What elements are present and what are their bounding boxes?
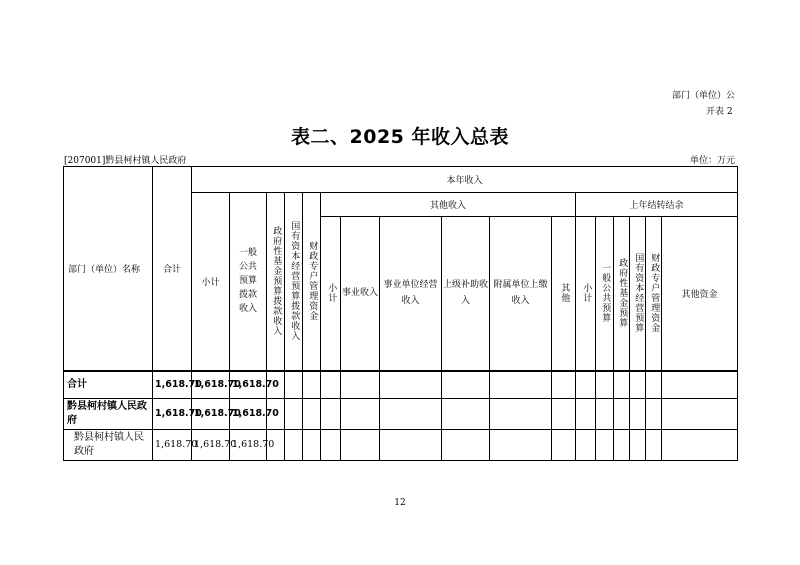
unit-code: [207001]黔县柯村镇人民政府 bbox=[64, 156, 187, 166]
page-number: 12 bbox=[394, 498, 406, 508]
col-superior-subsidy bbox=[442, 217, 490, 371]
col-carry-state-capital bbox=[630, 217, 646, 371]
revenue-table bbox=[63, 166, 738, 461]
col-other-subtotal-label: 小计 bbox=[326, 283, 337, 304]
col-general-budget bbox=[230, 193, 267, 371]
col-carry-subtotal bbox=[576, 217, 596, 371]
page-title: 表二、2025 年收入总表 bbox=[291, 126, 509, 148]
category-label: 部门（单位）公 bbox=[672, 91, 736, 101]
col-carryover: 上年结转结余 bbox=[576, 193, 738, 217]
col-fiscal-special-label: 财政专户管理资金 bbox=[307, 241, 318, 322]
col-other bbox=[552, 217, 576, 371]
col-carry-gov-fund bbox=[614, 217, 630, 371]
col-business-operating-label: 事业单位经营收入 bbox=[383, 280, 438, 307]
col-carry-general bbox=[596, 217, 614, 371]
table-number: 开表 2 bbox=[706, 107, 733, 117]
col-subtotal: 小计 bbox=[192, 193, 230, 371]
col-fiscal-special bbox=[303, 193, 321, 371]
col-other-income: 其他收入 bbox=[321, 193, 576, 217]
col-carry-subtotal-label: 小计 bbox=[581, 283, 592, 304]
row-general: 1,618.70 bbox=[230, 399, 267, 430]
row-subtotal: 1,618.70 bbox=[192, 430, 230, 461]
col-carry-fiscal-special-label: 财政专户管理资金 bbox=[649, 253, 660, 334]
col-gov-fund-label: 政府性基金预算拨款收入 bbox=[271, 226, 282, 337]
table-row bbox=[64, 430, 738, 461]
col-superior-subsidy-label: 上级补助收入 bbox=[442, 280, 488, 307]
row-name: 合计 bbox=[64, 371, 153, 399]
row-total: 1,618.70 bbox=[153, 371, 192, 399]
row-name: 黔县柯村镇人民政府 bbox=[64, 430, 153, 461]
col-carry-other: 其他资金 bbox=[662, 217, 738, 371]
col-business-income-label: 事业收入 bbox=[341, 288, 378, 299]
row-subtotal: 1,618.70 bbox=[192, 399, 230, 430]
col-business-operating bbox=[380, 217, 442, 371]
col-dept-name: 部门（单位）名称 bbox=[64, 167, 153, 371]
col-state-capital bbox=[285, 193, 303, 371]
col-carry-general-label: 一般公共预算 bbox=[600, 263, 611, 324]
col-other-label: 其他 bbox=[559, 283, 570, 304]
col-total: 合计 bbox=[153, 167, 192, 371]
col-business-income bbox=[341, 217, 380, 371]
row-general: 1,618.70 bbox=[230, 430, 267, 461]
table-row bbox=[64, 371, 738, 399]
col-other-subtotal bbox=[321, 217, 341, 371]
col-state-capital-label: 国有资本经营预算拨款收入 bbox=[289, 221, 300, 342]
row-general: 1,618.70 bbox=[230, 371, 267, 399]
col-carry-gov-fund-label: 政府性基金预算 bbox=[617, 258, 628, 329]
row-subtotal: 1,618.70 bbox=[192, 371, 230, 399]
col-gov-fund bbox=[267, 193, 285, 371]
col-affiliated-remit-label: 附属单位上缴收入 bbox=[493, 280, 548, 307]
col-affiliated-remit bbox=[490, 217, 552, 371]
col-general-budget-label: 一般公共预算拨款收入 bbox=[238, 248, 257, 315]
col-carry-fiscal-special bbox=[646, 217, 662, 371]
col-current-year: 本年收入 bbox=[192, 167, 738, 193]
row-total: 1,618.70 bbox=[153, 399, 192, 430]
row-total: 1,618.70 bbox=[153, 430, 192, 461]
col-carry-state-capital-label: 国有资本经营预算 bbox=[633, 253, 644, 334]
unit-label: 单位：万元 bbox=[690, 156, 736, 166]
row-name: 黔县柯村镇人民政府 bbox=[64, 399, 153, 430]
table-row bbox=[64, 399, 738, 430]
